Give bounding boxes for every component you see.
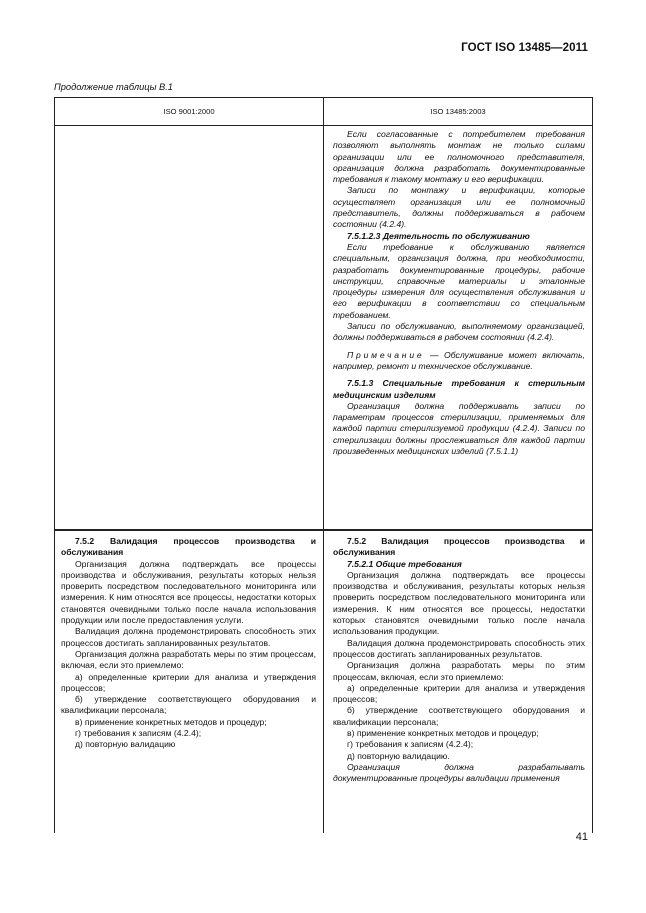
- list-item: д) повторную валидацию.: [347, 750, 450, 761]
- paragraph: Организация должна разработать меры по этим процессам, включая, если это приемлемо:: [333, 660, 585, 682]
- paragraph: Валидация должна продемонстрировать способность этих процессов достигать запланированных результатов.: [61, 626, 316, 648]
- paragraph: Организация должна разработать меры по этим процессам, включая, если это приемлемо:: [61, 648, 316, 671]
- paragraph: Организация должна подтверждать все процессы производства и обслуживания, результаты которых нельзя проверить посредством последовательного мониторинга или измерения. К ним относятся все процессы, недостатки которых становятся очевидными только после начала использования продукции.: [333, 569, 585, 637]
- paragraph: Записи по обслуживанию, выполняемому организацией, должны поддерживаться в рабочем состоянии (4.2.4).: [333, 321, 585, 343]
- table-row: [55, 126, 593, 531]
- section-heading: 7.5.1.3 Специальные требования к стерильным медицинским изделиям: [333, 378, 585, 400]
- standard-header: ГОСТ ISO 13485—2011: [461, 42, 588, 54]
- cell-left: [55, 530, 324, 833]
- column-header-iso13485: ISO 13485:2003: [324, 98, 593, 126]
- paragraph: Записи по монтажу и верификации, которые осуществляет организация или ее полномочный представитель, должны поддерживаться в рабочем состоянии (4.2.4).: [333, 185, 585, 230]
- table-caption: Продолжение таблицы В.1: [54, 82, 173, 92]
- list-item: в) применение конкретных методов и процедур;: [347, 728, 539, 739]
- cell-right: [324, 126, 593, 531]
- cell-right: [324, 530, 593, 833]
- comparison-table: [54, 97, 593, 833]
- note: [333, 350, 585, 373]
- list-item: д) повторную валидацию: [75, 739, 176, 750]
- paragraph: Организация должна разрабатывать документированные процедуры валидации применения: [333, 761, 585, 784]
- list-item: а) определенные критерии для анализа и утверждения процессов;: [61, 671, 316, 693]
- table-row: [55, 530, 593, 833]
- subsection-heading: 7.5.2.1 Общие требования: [347, 558, 462, 569]
- table-header-row: [55, 98, 593, 126]
- section-heading: 7.5.2 Валидация процессов производства и обслуживания: [333, 536, 585, 558]
- paragraph: Валидация должна продемонстрировать способность этих процессов достигать запланированных результатов.: [333, 637, 585, 659]
- page-number: 41: [575, 831, 588, 843]
- list-item: в) применение конкретных методов и процедур;: [75, 716, 267, 727]
- note-text: — Обслуживание может включать, например, ремонт и техническое обслуживание.: [333, 349, 585, 371]
- paragraph: Организация должна поддерживать записи по параметрам процессов стерилизации, применяемых для каждой партии стерилизуемой продукции (4.2.4). Записи по стерилизации должны прослеживаться для каждой партии произведенных медицинских изделий (7.5.1.1): [333, 400, 585, 457]
- list-item: а) определенные критерии для анализа и утверждения процессов;: [333, 682, 585, 705]
- cell-left-empty: [55, 126, 324, 531]
- paragraph: Организация должна подтверждать все процессы производства и обслуживания, результаты которых нельзя проверить посредством последовательного мониторинга или измерения. К ним относятся все процессы, недостатки которых становятся очевидными только после начала использования продукции или после предоставления услуги.: [61, 558, 316, 626]
- paragraph: Если согласованные с потребителем требования позволяют выполнять монтаж не только силами организации или ее полномочного представителя, организация должна разработать документированные требования к такому монтажу и его верификации.: [333, 129, 585, 185]
- column-header-iso9001: ISO 9001:2000: [55, 98, 324, 126]
- list-item: г) требования к записям (4.2.4);: [347, 739, 474, 750]
- paragraph: Если требование к обслуживанию является специальным, организация должна, при необходимости, разработать документированные процедуры, рабочие инструкции, справочные материалы и эталонные процедуры измерения для осуществления обслуживания и его верификации в соответствии со специальным требованием.: [333, 241, 585, 320]
- list-item: б) утверждение соответствующего оборудования и квалификации персонала;: [61, 694, 316, 716]
- section-heading: 7.5.1.2.3 Деятельность по обслуживанию: [347, 230, 530, 241]
- section-heading: 7.5.2 Валидация процессов производства и обслуживания: [61, 536, 316, 558]
- note-label: Примечание: [347, 349, 425, 360]
- list-item: г) требования к записям (4.2.4);: [75, 728, 202, 739]
- list-item: б) утверждение соответствующего оборудования и квалификации персонала;: [333, 705, 585, 727]
